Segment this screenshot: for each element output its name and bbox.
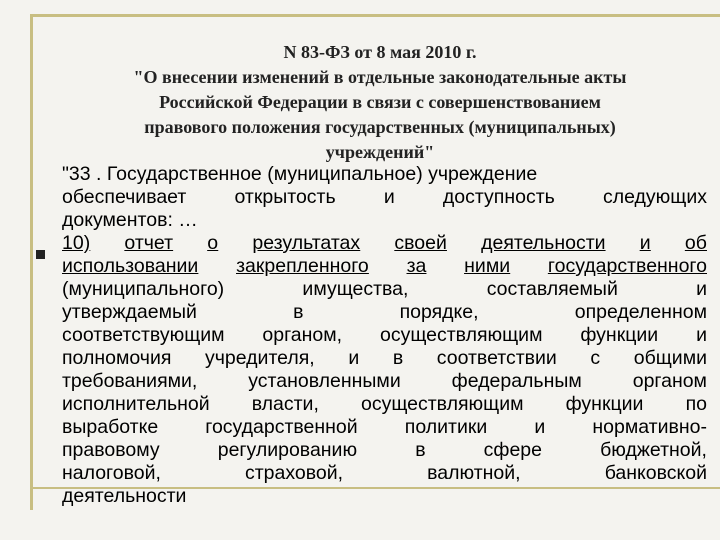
word: доступность <box>442 186 555 208</box>
word: государственного <box>547 255 707 277</box>
word: 10) <box>62 232 91 254</box>
word: своей <box>394 232 447 254</box>
word: порядке, <box>399 301 479 323</box>
word: правовому <box>62 439 160 461</box>
word: (муниципального) <box>62 278 225 300</box>
word: выработке <box>62 416 159 438</box>
word: использовании <box>62 255 199 277</box>
word: общими <box>633 347 707 369</box>
word: учредителя, <box>205 347 315 369</box>
title-line: учреждений" <box>325 142 435 162</box>
word: и <box>534 416 546 438</box>
body-line <box>62 278 707 301</box>
word: регулированию <box>217 439 358 461</box>
word: осуществляющим <box>379 324 543 346</box>
title-line: правового положения государственных (муниципальных) <box>144 117 616 137</box>
body-line <box>62 186 707 209</box>
square-bullet-icon <box>36 250 45 259</box>
word: в <box>293 301 304 323</box>
word: открытость <box>234 186 336 208</box>
title-line: Российской Федерации в связи с совершенствованием <box>159 92 601 112</box>
body-text <box>62 163 707 508</box>
word: политики <box>404 416 488 438</box>
body-line: "33 . Государственное (муниципальное) учреждение <box>62 163 538 185</box>
word: закрепленного <box>236 255 369 277</box>
word: и <box>348 347 360 369</box>
word: власти, <box>251 393 319 415</box>
word: органом, <box>262 324 343 346</box>
word: имущества, <box>302 278 409 300</box>
word: функции <box>580 324 659 346</box>
word: за <box>406 255 427 277</box>
body-line: документов: … <box>62 209 198 231</box>
word: результатах <box>252 232 361 254</box>
word: валютной, <box>427 462 521 484</box>
word: и <box>383 186 395 208</box>
word: обеспечивает <box>62 186 187 208</box>
body-line <box>62 347 707 370</box>
word: нормативно- <box>592 416 707 438</box>
word: федеральным <box>451 370 582 392</box>
word: об <box>684 232 707 254</box>
document-title <box>70 40 690 165</box>
body-line <box>62 301 707 324</box>
body-line <box>62 439 707 462</box>
word: исполнительной <box>62 393 210 415</box>
word: функции <box>565 393 644 415</box>
underlined-line <box>62 255 707 278</box>
word: органом <box>632 370 707 392</box>
word: установленными <box>248 370 401 392</box>
word: и <box>696 278 707 300</box>
word: осуществляющим <box>360 393 524 415</box>
body-line <box>62 416 707 439</box>
word: соответствии <box>436 347 557 369</box>
word: в <box>415 439 426 461</box>
word: определенном <box>574 301 707 323</box>
word: соответствующим <box>62 324 225 346</box>
body-line <box>62 370 707 393</box>
word: государственной <box>205 416 358 438</box>
word: и <box>639 232 651 254</box>
word: банковской <box>604 462 707 484</box>
body-line <box>62 462 707 485</box>
word: сфере <box>483 439 542 461</box>
word: в <box>392 347 404 369</box>
title-line: "О внесении изменений в отдельные законодательные акты <box>133 67 627 87</box>
word: деятельности <box>481 232 606 254</box>
frame-left-rule <box>30 14 33 510</box>
word: налоговой, <box>62 462 161 484</box>
title-line: N 83-ФЗ от 8 мая 2010 г. <box>283 42 477 62</box>
underlined-line <box>62 232 707 255</box>
word: по <box>685 393 707 415</box>
word: страховой, <box>245 462 344 484</box>
word: полномочия <box>62 347 172 369</box>
word: требованиями, <box>62 370 198 392</box>
frame-top-rule <box>30 14 720 17</box>
word: утверждаемый <box>62 301 197 323</box>
word: с <box>590 347 601 369</box>
body-line: деятельности <box>62 485 187 507</box>
word: ними <box>464 255 511 277</box>
word: и <box>696 324 707 346</box>
word: о <box>207 232 219 254</box>
word: составляемый <box>486 278 618 300</box>
word: следующих <box>603 186 707 208</box>
body-line <box>62 324 707 347</box>
word: отчет <box>124 232 174 254</box>
word: бюджетной, <box>600 439 707 461</box>
body-line <box>62 393 707 416</box>
